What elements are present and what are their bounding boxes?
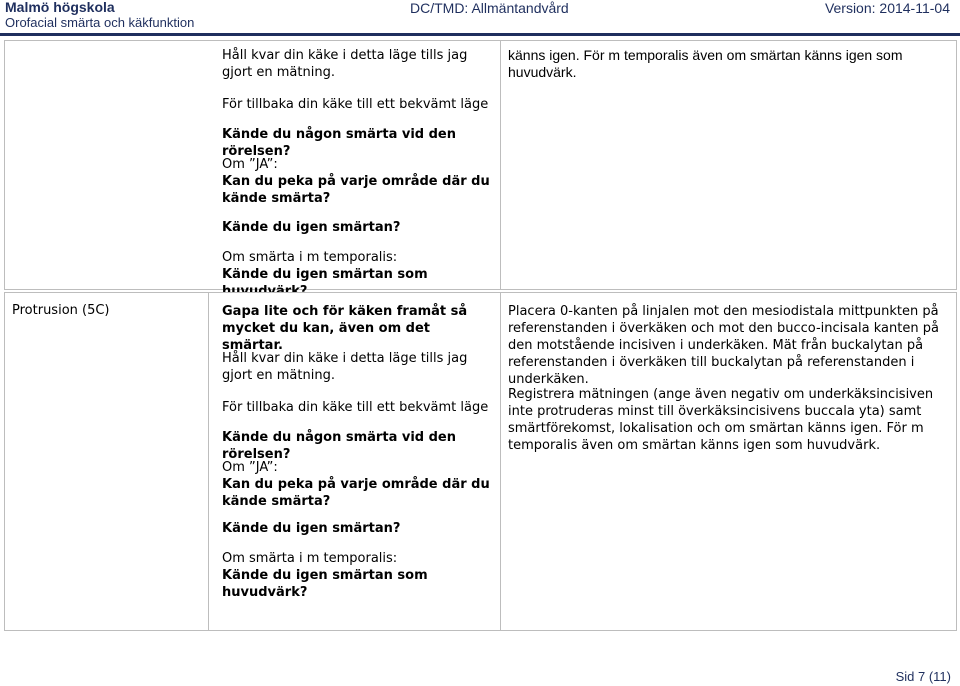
protrusion-label: Protrusion (5C) — [12, 303, 110, 318]
if-yes-top: Om ”JA”: — [222, 157, 278, 172]
if-temporalis: Om smärta i m temporalis: — [222, 551, 398, 566]
instruction-back: För tillbaka din käke till ett bekvämt läge — [222, 400, 489, 415]
column-divider-protrusion — [500, 293, 501, 630]
question-headache-top: Kände du igen smärtan som — [222, 267, 428, 282]
question-felt-pain-top: Kände du någon smärta vid den rörelsen? — [222, 127, 456, 159]
org-subtitle: Orofacial smärta och käkfunktion — [5, 15, 195, 30]
document-version: Version: 2014-11-04 — [824, 0, 950, 16]
procedure-paragraph: Placera 0-kanten på linjalen mot den mesiodistala mittpunkten på referenstanden i överkäken och mot den bucco-incisala kanten på den motstående incisiven i underkäken. Mät från buckalytan på referenstanden i överkäken till buckalytan på referenstanden i underkäken. — [508, 304, 939, 387]
question-recognize: Kände du igen smärtan? — [222, 521, 401, 536]
question-felt-pain: Kände du någon smärta vid den rörelsen? — [222, 430, 456, 462]
instruction-back-top: För tillbaka din käke till ett bekvämt läge — [222, 97, 489, 112]
instruction-protrude: Gapa lite och för käken framåt så mycket du kan, även om det smärtar. — [222, 304, 468, 353]
column-divider-top — [500, 41, 501, 289]
question-point: Kan du peka på varje område där du kände smärta? — [222, 477, 490, 509]
registration-paragraph: Registrera mätningen (ange även negativ om underkäksincisiven inte protruderas minst till överkäksincisivens buccala yta) samt smärtförekomst, lokalisation och om smärtan känns igen. För m temporalis även om smärtan känns igen som huvudvärk. — [508, 387, 934, 453]
note-top-right: känns igen. För m temporalis även om smärtan känns igen som huvudvärk. — [508, 47, 903, 80]
org-name: Malmö högskola — [5, 0, 115, 15]
page-number: Sid 7 (11) — [895, 669, 951, 684]
if-yes: Om ”JA”: — [222, 460, 278, 475]
header-rule — [0, 33, 960, 36]
column-divider-label — [208, 293, 209, 630]
question-recognize-top: Kände du igen smärtan? — [222, 220, 401, 235]
instruction-hold-top: Håll kvar din käke i detta läge tills jag gjort en mätning. — [222, 48, 468, 80]
page-header — [0, 0, 960, 34]
question-point-top: Kan du peka på varje område där du kände smärta? — [222, 174, 490, 206]
question-headache: Kände du igen smärtan som huvudvärk? — [222, 568, 428, 600]
document-title: DC/TMD: Allmäntandvård — [410, 0, 569, 16]
instruction-hold: Håll kvar din käke i detta läge tills jag gjort en mätning. — [222, 351, 468, 383]
if-temporalis-top: Om smärta i m temporalis: — [222, 250, 398, 265]
